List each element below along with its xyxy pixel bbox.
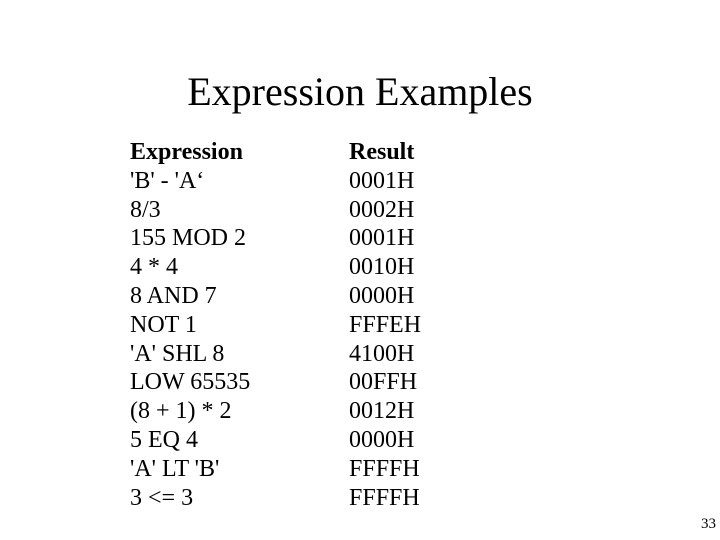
- table-row: [130, 253, 421, 282]
- expression-cell: 'B' - 'A‘: [130, 167, 205, 194]
- result-cell: 0010H: [349, 254, 415, 281]
- result-cell: 0000H: [349, 426, 415, 453]
- result-cell: 4100H: [349, 340, 415, 367]
- result-cell: 0012H: [349, 398, 415, 425]
- expression-cell: 3 <= 3: [130, 484, 194, 511]
- table-row: [130, 368, 421, 397]
- table-row: [130, 340, 421, 369]
- table-row: [130, 224, 421, 253]
- table-row: [130, 426, 421, 455]
- expression-cell: 8 AND 7: [130, 282, 217, 309]
- table-row: [130, 455, 421, 484]
- column-header-result: Result: [349, 139, 415, 165]
- expression-cell: (8 + 1) * 2: [130, 398, 232, 425]
- expression-cell: 'A' LT 'B': [130, 455, 220, 482]
- expression-cell: 8/3: [130, 196, 161, 223]
- table-row: [130, 282, 421, 311]
- result-cell: 0002H: [349, 196, 415, 223]
- column-header-expression: Expression: [130, 139, 243, 165]
- table-row: [130, 196, 421, 225]
- expression-cell: 4 * 4: [130, 254, 178, 281]
- expression-cell: LOW 65535: [130, 369, 251, 396]
- result-cell: FFFFH: [349, 455, 420, 482]
- table-row: [130, 397, 421, 426]
- result-cell: FFFFH: [349, 484, 420, 511]
- table-row: [130, 167, 421, 196]
- result-cell: 0001H: [349, 167, 415, 194]
- result-cell: 00FFH: [349, 369, 418, 396]
- slide-page-number: 33: [701, 516, 716, 532]
- expression-cell: 'A' SHL 8: [130, 340, 225, 367]
- expression-result-table: [130, 138, 421, 512]
- table-row: [130, 311, 421, 340]
- result-cell: FFFEH: [349, 311, 422, 338]
- table-row: [130, 484, 421, 513]
- expression-cell: 5 EQ 4: [130, 426, 198, 453]
- result-cell: 0001H: [349, 225, 415, 252]
- table-header-row: [130, 138, 421, 167]
- expression-cell: NOT 1: [130, 311, 197, 338]
- result-cell: 0000H: [349, 282, 415, 309]
- expression-cell: 155 MOD 2: [130, 225, 247, 252]
- page-title: Expression Examples: [187, 69, 533, 114]
